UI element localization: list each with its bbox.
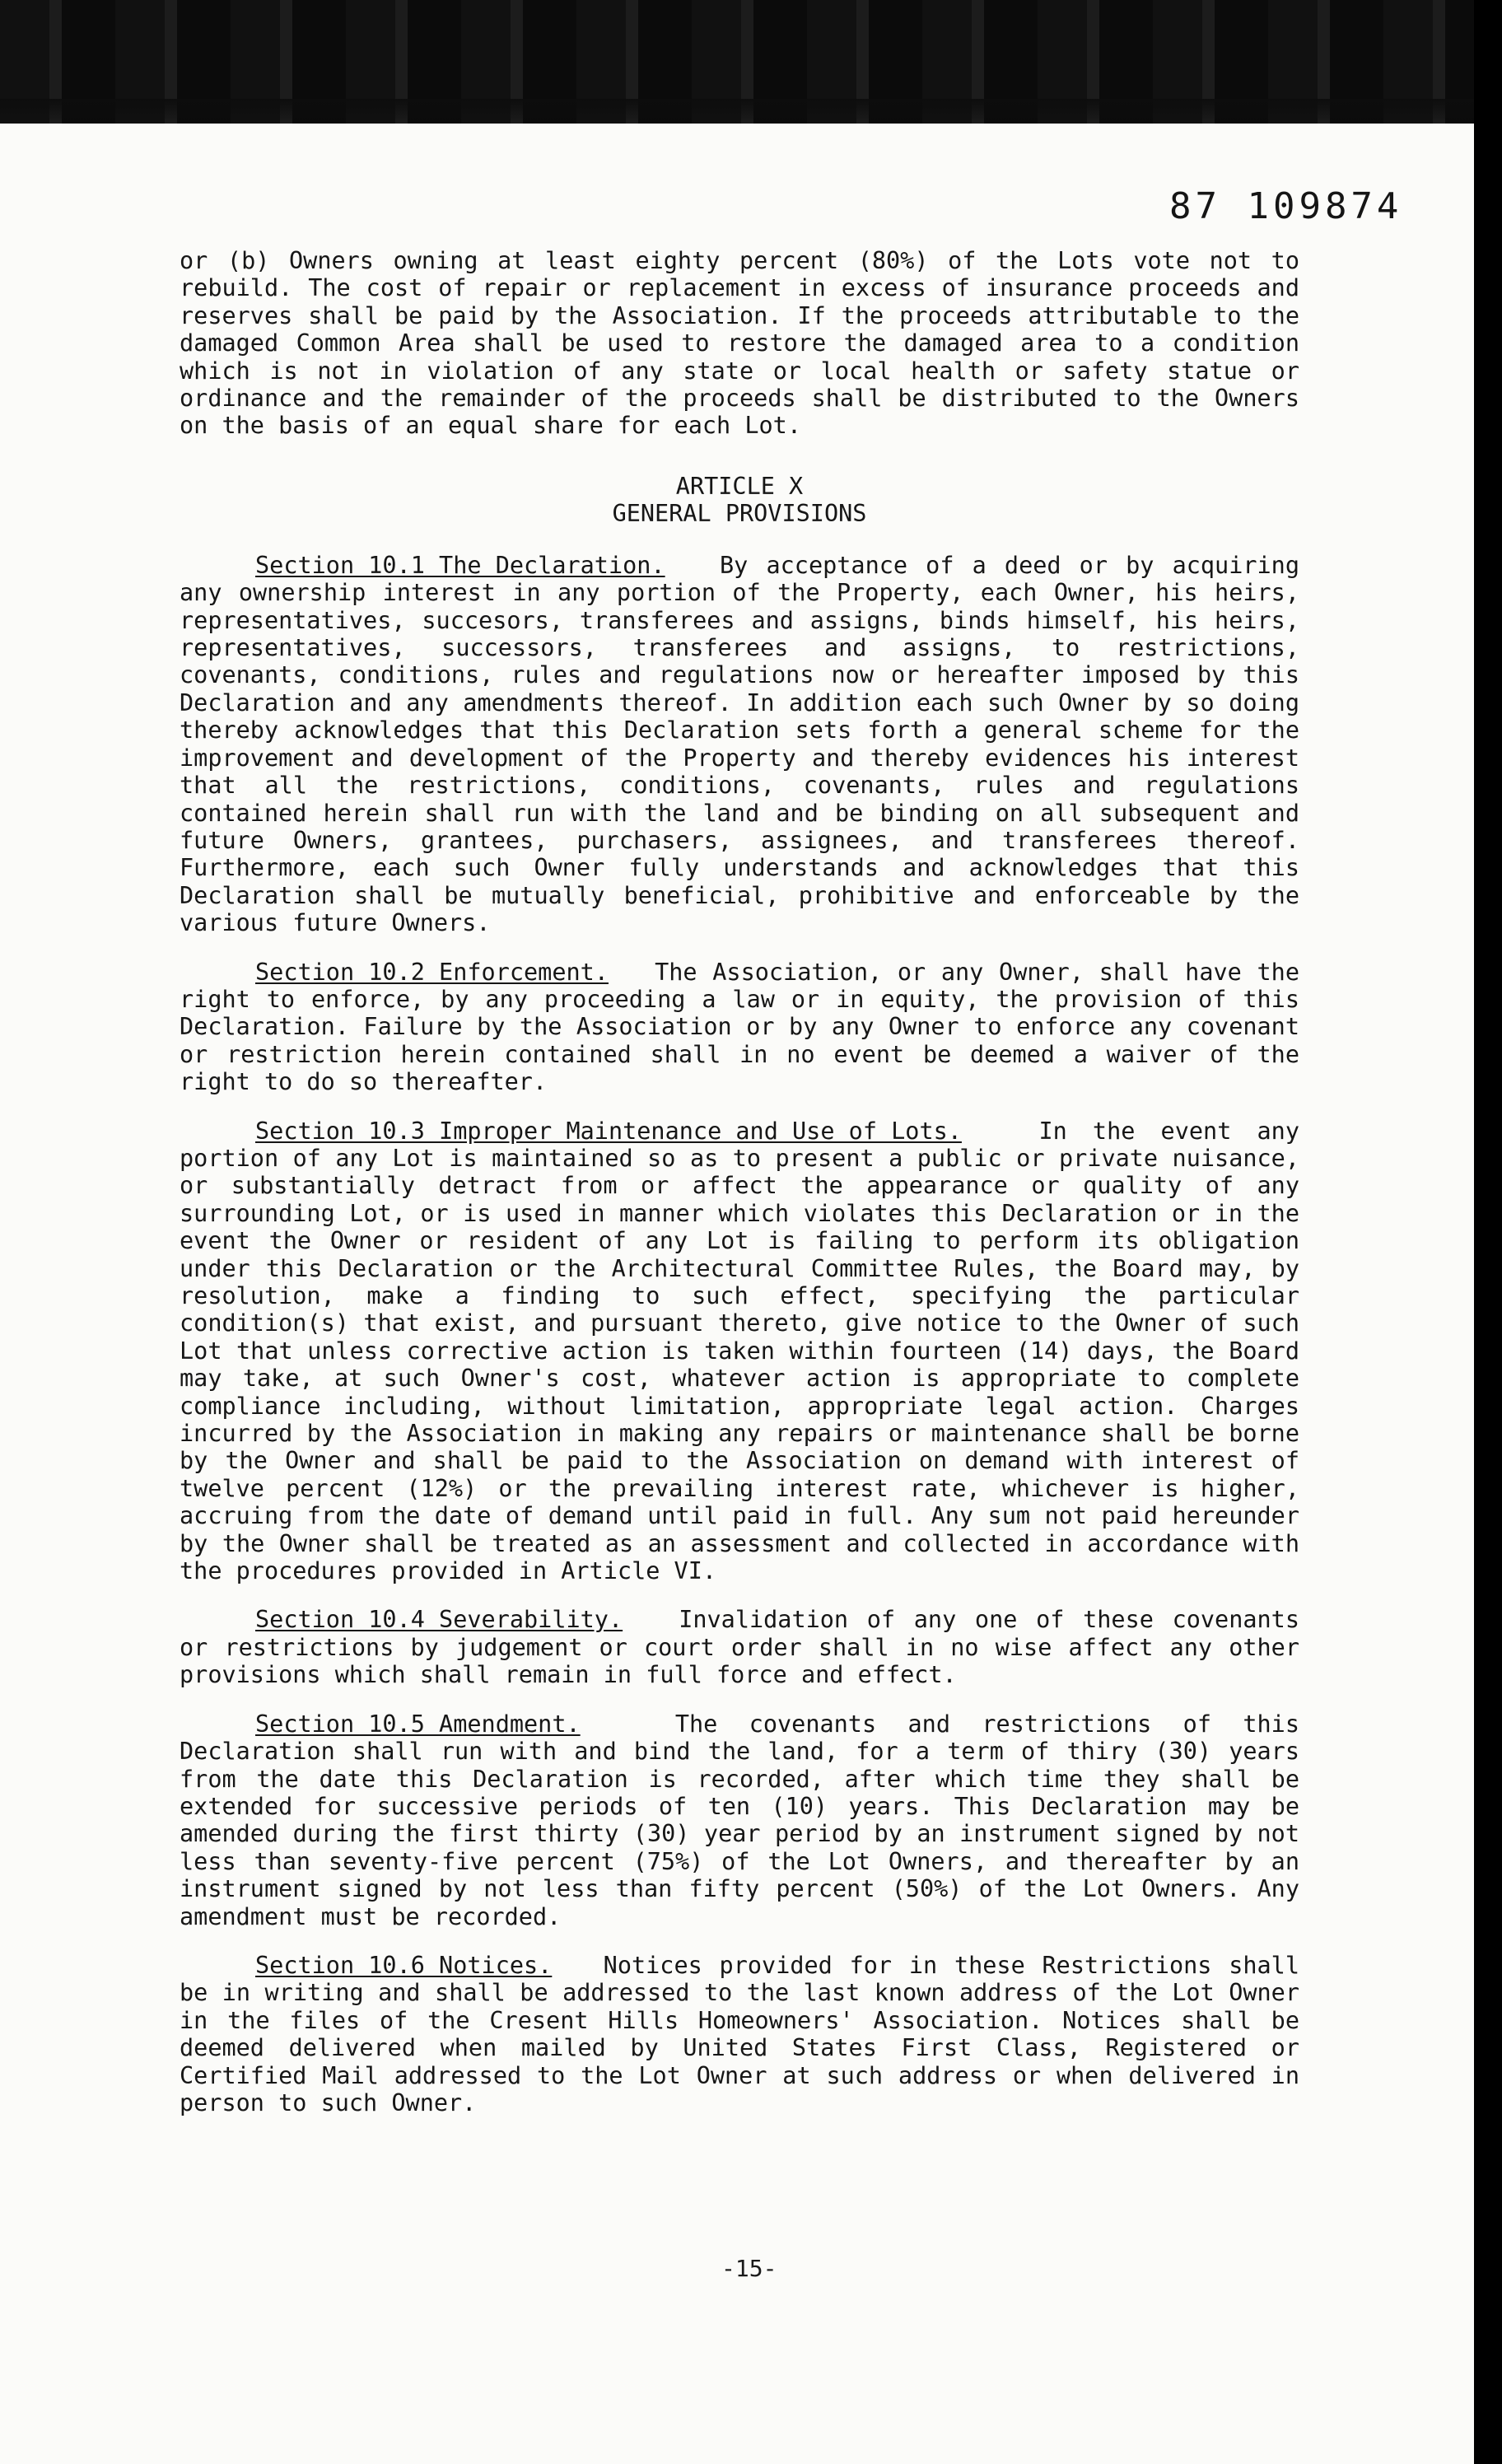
- section-text: Invalidation of any one of these covenants or restrictions by judgement or court order shall in no wise affect any other provisions which shall remain in full force and effect.: [180, 1606, 1299, 1689]
- section-10-5: [180, 1710, 1299, 1930]
- section-heading: Section 10.5 Amendment.: [255, 1710, 581, 1738]
- article-heading: [180, 473, 1299, 527]
- section-heading: Section 10.4 Severability.: [255, 1606, 623, 1634]
- section-text: The Association, or any Owner, shall have the right to enforce, by any proceeding a law or in equity, the provision of this Declaration. Failure by the Association or by any Owner to enforce any covenant or restriction herein contained shall in no event be deemed a waiver of the right to do so thereafter.: [180, 958, 1299, 1096]
- article-subtitle: GENERAL PROVISIONS: [612, 499, 867, 527]
- article-title: ARTICLE X: [675, 472, 804, 500]
- intro-paragraph: or (b) Owners owning at least eighty percent (80%) of the Lots vote not to rebuild. The cost of repair or replacement in excess of insurance proceeds and reserves shall be paid by the Association. If the proceeds attributable to the damaged Common Area shall be used to restore the damaged area to a condition which is not in violation of any state or local health or safety statue or ordinance and the remainder of the proceeds shall be distributed to the Owners on the basis of an equal share for each Lot.: [180, 247, 1299, 440]
- section-10-2: [180, 959, 1299, 1096]
- section-heading: Section 10.2 Enforcement.: [255, 958, 609, 986]
- page-number: -15-: [721, 2255, 777, 2282]
- section-text: By acceptance of a deed or by acquiring any ownership interest in any portion of the Property, each Owner, his heirs, representatives, succesors, transferees and assigns, binds himself, his heirs, representatives, successors, transferees and assigns, to restrictions, covenants, conditions, rules and regulations now or hereafter imposed by this Declaration and any amendments thereof. In addition each such Owner by so doing thereby acknowledges that this Declaration sets forth a general scheme for the improvement and development of the Property and thereby evidences his interest that all the restrictions, conditions, covenants, rules and regulations contained herein shall run with the land and be binding on all subsequent and future Owners, grantees, purchasers, assignees, and transferees thereof. Furthermore, each such Owner fully understands and acknowledges that this Declaration shall be mutually beneficial, prohibitive and enforceable by the various future Owners.: [180, 551, 1299, 937]
- section-10-3: [180, 1118, 1299, 1585]
- section-10-1: [180, 552, 1299, 937]
- section-10-6: [180, 1952, 1299, 2116]
- document-body: [180, 247, 1299, 2138]
- section-text: The covenants and restrictions of this Declaration shall run with and bind the land, for a term of thiry (30) years from the date this Declaration is recorded, after which time they shall be extended for successive periods of ten (10) years. This Declaration may be amended during the first thirty (30) year period by an instrument signed by not less than seventy-five percent (75%) of the Lot Owners, and thereafter by an instrument signed by not less than fifty percent (50%) of the Lot Owners. Any amendment must be recorded.: [180, 1710, 1299, 1930]
- section-text: In the event any portion of any Lot is maintained so as to present a public or private nuisance, or substantially detract from or affect the appearance or quality of any surrounding Lot, or is used in manner which violates this Declaration or in the event the Owner or resident of any Lot is failing to perform its obligation under this Declaration or the Architectural Committee Rules, the Board may, by resolution, make a finding to such effect, specifying the particular condition(s) that exist, and pursuant thereto, give notice to the Owner of such Lot that unless corrective action is taken within fourteen (14) days, the Board may take, at such Owner's cost, whatever action is appropriate to complete compliance including, without limitation, appropriate legal action. Charges incurred by the Association in making any repairs or maintenance shall be borne by the Owner and shall be paid to the Association on demand with interest of twelve percent (12%) or the prevailing interest rate, whichever is higher, accruing from the date of demand until paid in full. Any sum not paid hereunder by the Owner shall be treated as an assessment and collected in accordance with the procedures provided in Article VI.: [180, 1117, 1299, 1585]
- recording-number: 87 109874: [1169, 185, 1403, 227]
- section-heading: Section 10.3 Improper Maintenance and Use of Lots.: [255, 1117, 962, 1145]
- section-text: Notices provided for in these Restrictions shall be in writing and shall be addressed to the last known address of the Lot Owner in the files of the Cresent Hills Homeowners' Association. Notices shall be deemed delivered when mailed by United States First Class, Registered or Certified Mail addressed to the Lot Owner at such address or when delivered in person to such Owner.: [180, 1951, 1299, 2116]
- scan-top-edge: [0, 0, 1502, 124]
- section-heading: Section 10.6 Notices.: [255, 1951, 553, 1979]
- section-10-4: [180, 1606, 1299, 1688]
- scan-right-edge: [1474, 0, 1502, 2464]
- section-heading: Section 10.1 The Declaration.: [255, 551, 665, 579]
